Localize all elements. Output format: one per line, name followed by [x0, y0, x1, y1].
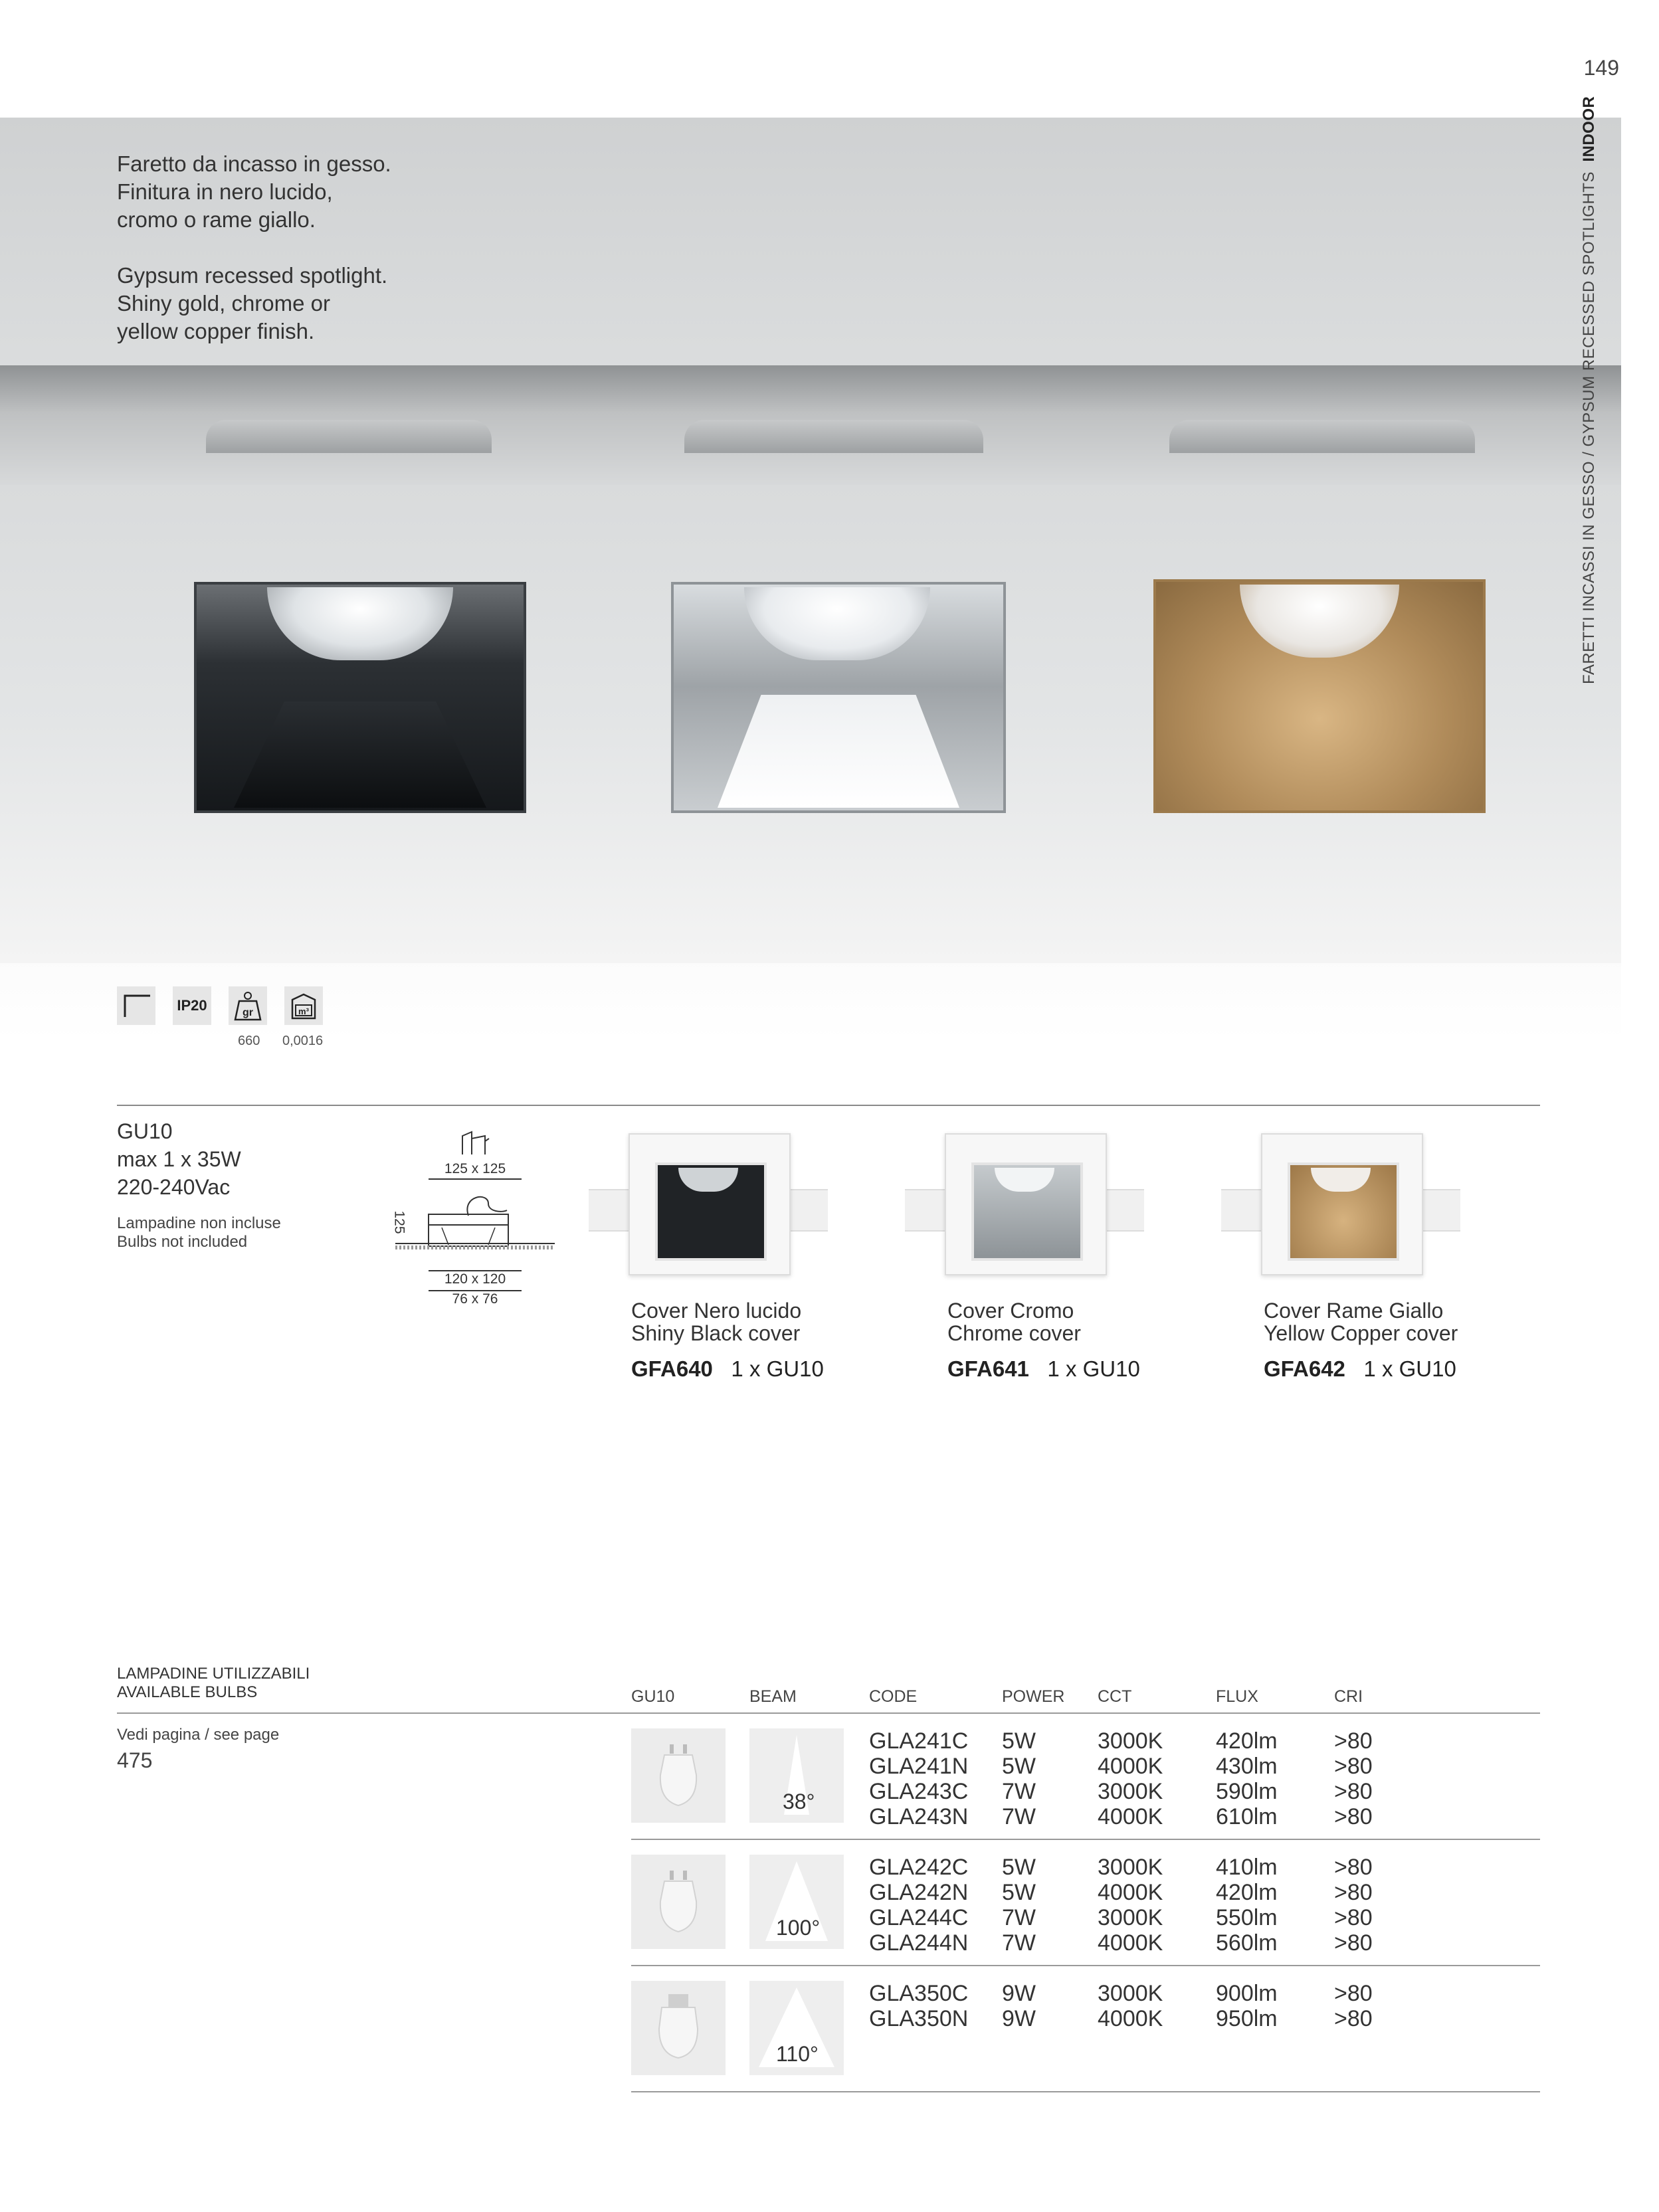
cct-values: 3000K 4000K 3000K 4000K [1098, 1855, 1163, 1956]
ceiling-mount-icon [117, 986, 155, 1025]
power-values: 9W 9W [1002, 1981, 1036, 2031]
group-divider [631, 1965, 1540, 1966]
side-caption: FARETTI INCASSI IN GESSO / GYPSUM RECESSED SPOTLIGHTS INDOOR [1580, 96, 1598, 684]
cri-values: >80 >80 >80 >80 [1334, 1855, 1373, 1956]
power-values: 5W 5W 7W 7W [1002, 1728, 1036, 1829]
cutout-line [429, 1178, 522, 1180]
inner-dimension: 76 x 76 [452, 1291, 498, 1307]
bulb-image [631, 1728, 726, 1823]
technical-drawing [389, 1129, 561, 1315]
bulbs-not-included: Lampadine non incluse Bulbs not included [117, 1214, 281, 1251]
group-divider [631, 1839, 1540, 1840]
fixture-black [194, 582, 526, 813]
bulb-image [631, 1855, 726, 1949]
product-image-black [589, 1129, 828, 1275]
table-row: GLA350C GLA350N [869, 1981, 969, 2031]
fixture-trim-copper [1169, 420, 1475, 453]
product-caption-copper: Cover Rame Giallo Yellow Copper cover [1264, 1299, 1458, 1345]
product-image-copper [1221, 1129, 1460, 1275]
height-dimension: 125 [391, 1210, 407, 1234]
outer-dimension: 120 x 120 [444, 1271, 506, 1287]
fixture-trim-black [206, 420, 492, 453]
volume-value: 0,0016 [282, 1034, 324, 1048]
section-divider [117, 1105, 1540, 1106]
cri-values: >80 >80 [1334, 1981, 1373, 2031]
cri-values: >80 >80 >80 >80 [1334, 1728, 1373, 1829]
bulbs-heading: LAMPADINE UTILIZZABILI AVAILABLE BULBS [117, 1665, 310, 1701]
product-code-black: GFA640 1 x GU10 [631, 1356, 824, 1381]
product-code-chrome: GFA641 1 x GU10 [947, 1356, 1140, 1381]
flux-values: 420lm 430lm 590lm 610lm [1216, 1728, 1278, 1829]
table-row: GLA242C GLA242N GLA244C GLA244N [869, 1855, 969, 1956]
bulb-image [631, 1981, 726, 2075]
col-power: POWER [1002, 1687, 1065, 1706]
col-code: CODE [869, 1687, 918, 1706]
table-bottom-rule [631, 2091, 1540, 2092]
intro-english: Gypsum recessed spotlight. Shiny gold, chrome or yellow copper finish. [117, 263, 388, 343]
intro-italian: Faretto da incasso in gesso. Finitura in nero lucido, cromo o rame giallo. [117, 151, 391, 232]
beam-angle: 110° [776, 2042, 819, 2066]
beam-angle: 38° [783, 1790, 815, 1813]
svg-text:gr: gr [243, 1007, 253, 1018]
col-flux: FLUX [1216, 1687, 1258, 1706]
col-cct: CCT [1098, 1687, 1132, 1706]
flux-values: 900lm 950lm [1216, 1981, 1278, 2031]
lamp-specs: GU10 max 1 x 35W 220-240Vac [117, 1119, 241, 1199]
beam-angle: 100° [776, 1916, 821, 1940]
product-image-chrome [905, 1129, 1144, 1275]
product-caption-chrome: Cover Cromo Chrome cover [947, 1299, 1081, 1345]
product-caption-black: Cover Nero lucido Shiny Black cover [631, 1299, 802, 1345]
intro-text [117, 150, 391, 373]
cutout-dimension: 125 x 125 [444, 1161, 506, 1176]
product-code-copper: GFA642 1 x GU10 [1264, 1356, 1456, 1381]
cct-values: 3000K 4000K [1098, 1981, 1163, 2031]
bulbs-header-rule [117, 1712, 1540, 1714]
see-page-number: 475 [117, 1748, 153, 1772]
col-gu10: GU10 [631, 1687, 675, 1706]
svg-text:m³: m³ [298, 1006, 309, 1016]
flux-values: 410lm 420lm 550lm 560lm [1216, 1855, 1278, 1956]
page-number: 149 [1583, 56, 1619, 80]
cct-values: 3000K 4000K 3000K 4000K [1098, 1728, 1163, 1829]
power-values: 5W 5W 7W 7W [1002, 1855, 1036, 1956]
cutout-icon [458, 1129, 492, 1157]
col-beam: BEAM [749, 1687, 797, 1706]
weight-icon [229, 986, 267, 1025]
volume-icon [284, 986, 323, 1025]
ip-rating-icon: IP20 [173, 986, 211, 1025]
fixture-chrome [671, 582, 1006, 813]
col-cri: CRI [1334, 1687, 1363, 1706]
fixture-trim-chrome [684, 420, 983, 453]
weight-value: 660 [238, 1034, 260, 1048]
see-page-label: Vedi pagina / see page [117, 1726, 280, 1744]
fixture-copper [1153, 579, 1486, 813]
fixture-section [389, 1189, 561, 1262]
table-row: GLA241C GLA241N GLA243C GLA243N [869, 1728, 969, 1829]
